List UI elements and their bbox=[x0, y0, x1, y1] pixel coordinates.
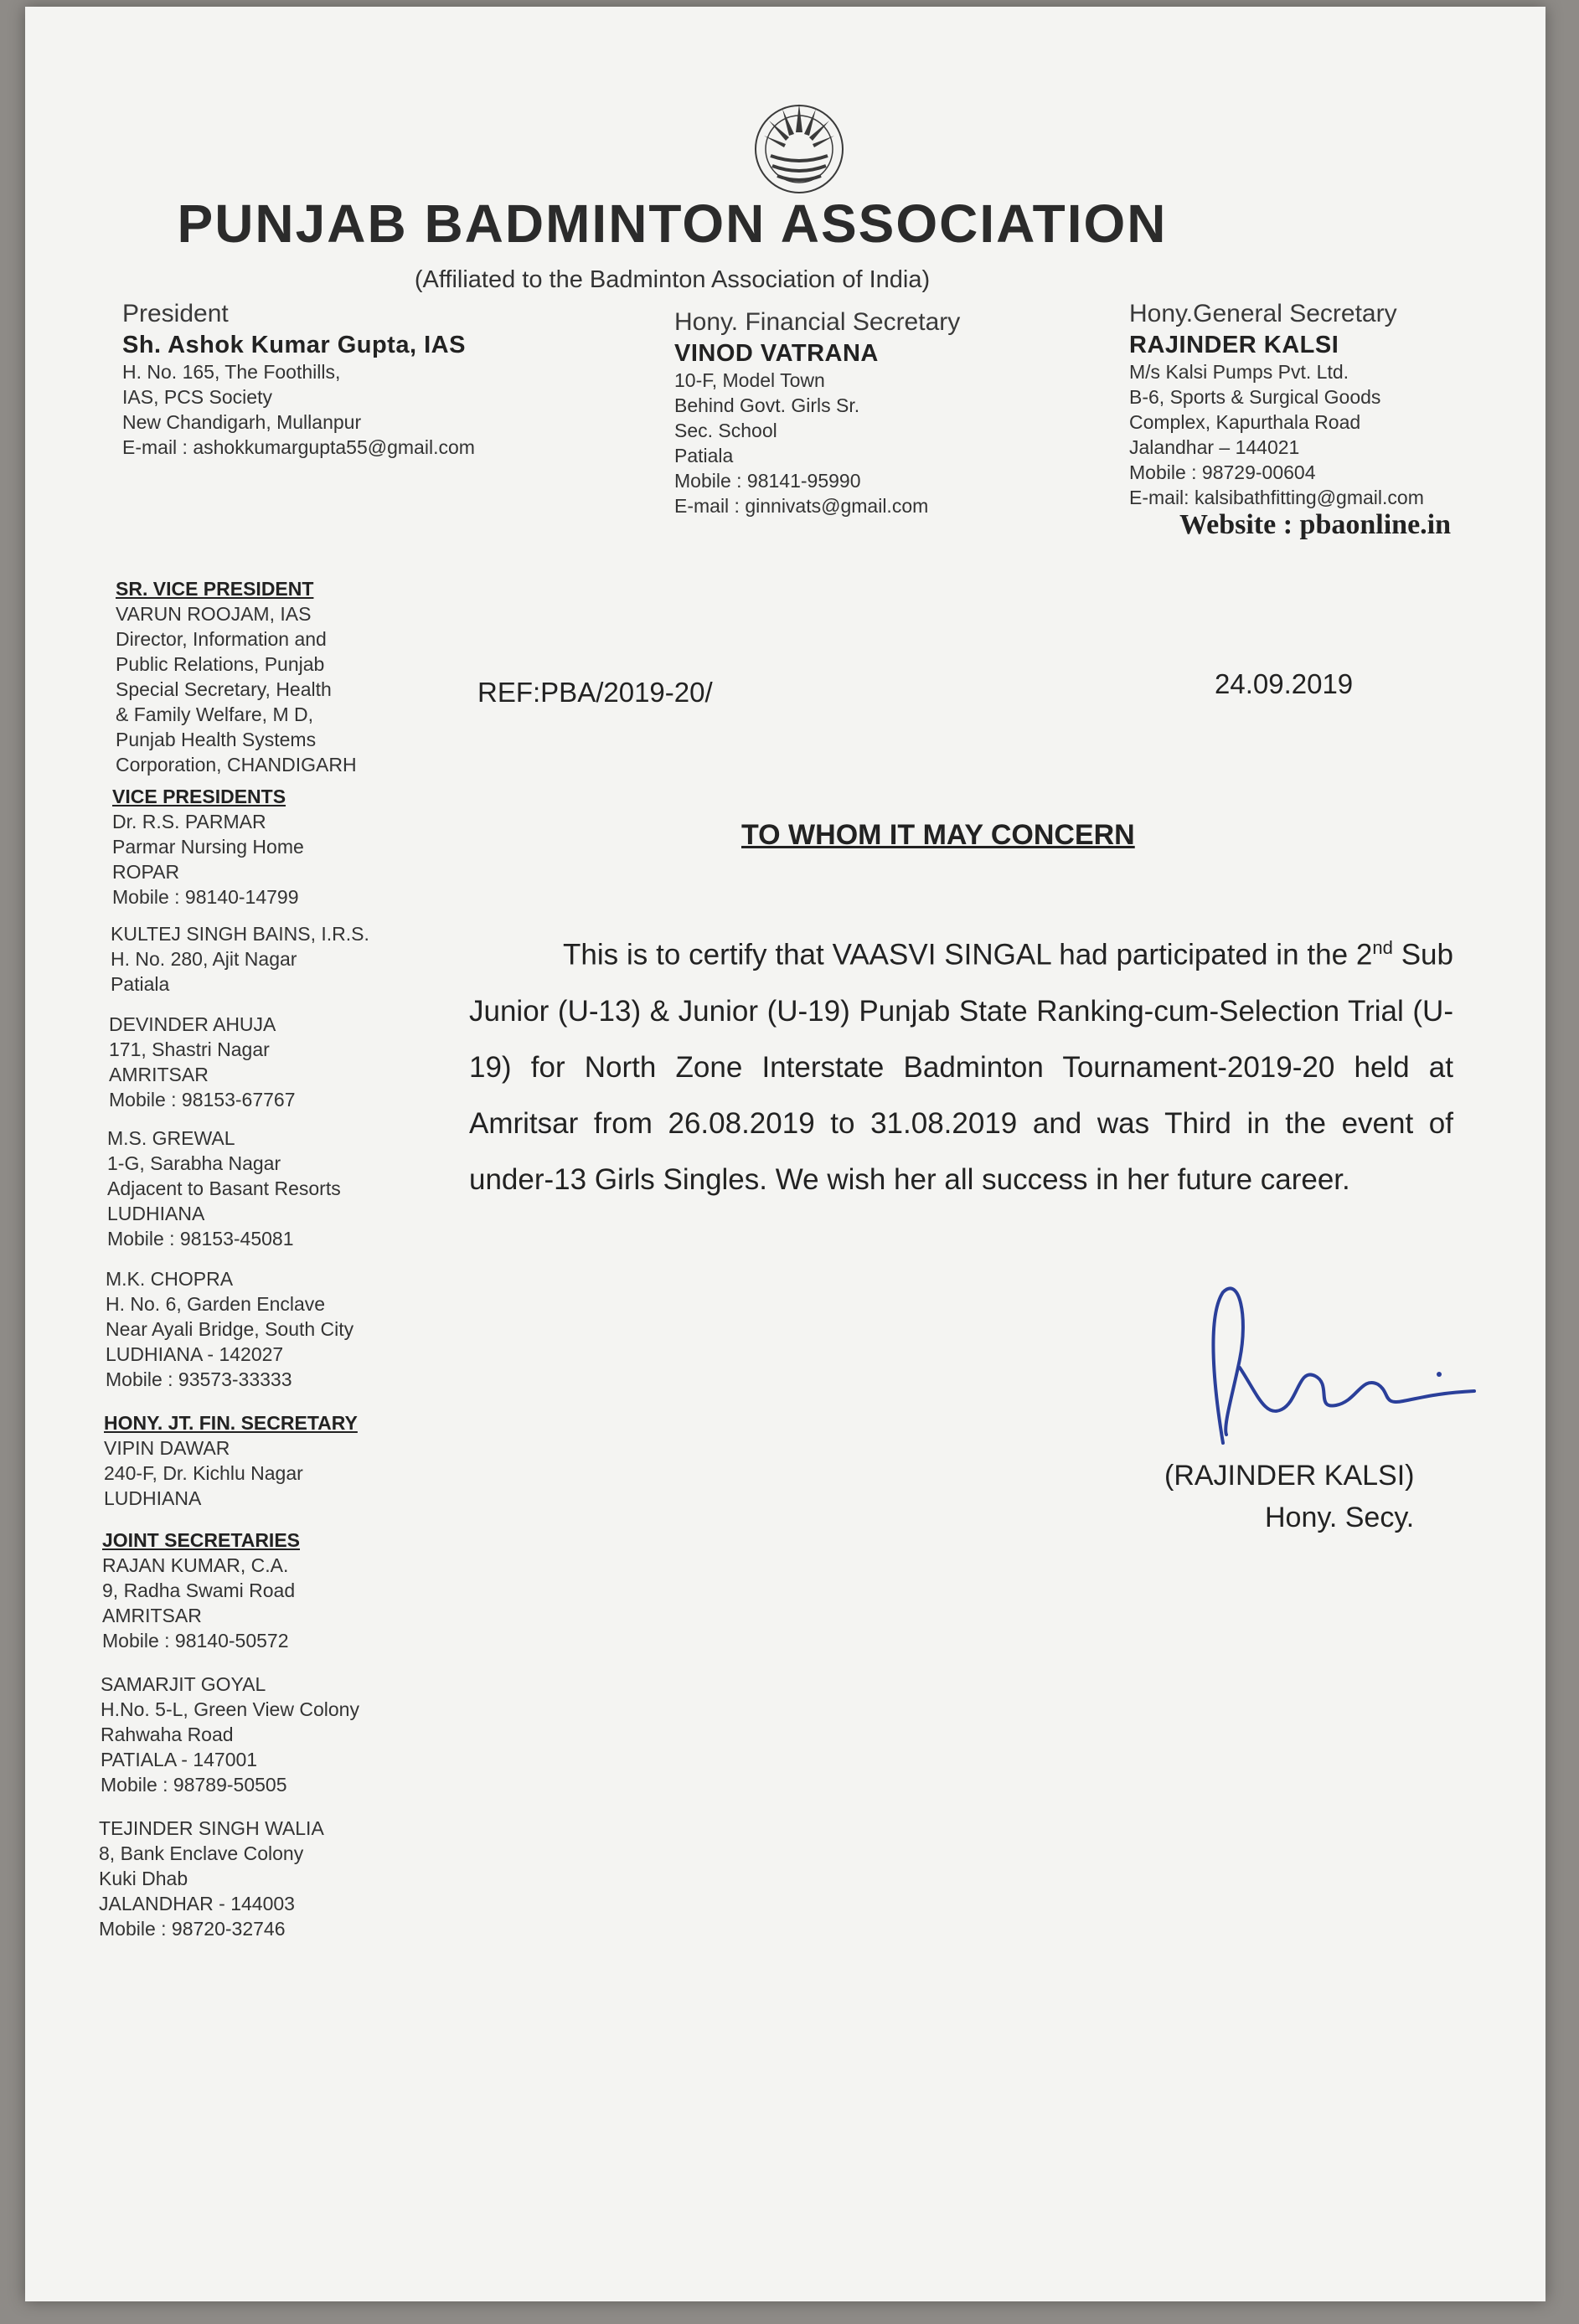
letter-sheet bbox=[25, 7, 1545, 2301]
officer-line: 10-F, Model Town bbox=[674, 369, 825, 391]
sidebar-heading: HONY. JT. FIN. SECRETARY bbox=[104, 1412, 358, 1434]
sidebar-line: H.No. 5-L, Green View Colony bbox=[101, 1698, 359, 1720]
association-subtitle: (Affiliated to the Badminton Association of India) bbox=[414, 266, 931, 293]
sidebar-member bbox=[107, 1126, 341, 1251]
sidebar-line: & Family Welfare, M D, bbox=[116, 703, 313, 725]
sidebar-line: Dr. R.S. PARMAR bbox=[112, 811, 266, 832]
sidebar-line: H. No. 280, Ajit Nagar bbox=[111, 948, 297, 970]
association-title: PUNJAB BADMINTON ASSOCIATION bbox=[177, 193, 1168, 254]
website-link[interactable]: Website : pbaonline.in bbox=[1179, 509, 1452, 540]
officer-email: E-mail : ginnivats@gmail.com bbox=[674, 495, 929, 517]
officer-line: B-6, Sports & Surgical Goods bbox=[1129, 386, 1381, 408]
officer-mobile: Mobile : 98729-00604 bbox=[1129, 461, 1316, 483]
officer-role: President bbox=[122, 300, 229, 327]
sidebar-line: Punjab Health Systems bbox=[116, 729, 317, 750]
officer-name: VINOD VATRANA bbox=[674, 340, 879, 367]
letter-heading: TO WHOM IT MAY CONCERN bbox=[741, 819, 1135, 851]
sidebar-joint-secretaries bbox=[102, 1528, 300, 1653]
sidebar-heading: VICE PRESIDENTS bbox=[112, 786, 286, 807]
sidebar-line: Parmar Nursing Home bbox=[112, 836, 304, 858]
sidebar-line: Mobile : 98720-32746 bbox=[99, 1918, 286, 1940]
sidebar-line: Corporation, CHANDIGARH bbox=[116, 754, 357, 776]
sidebar-line: AMRITSAR bbox=[109, 1064, 209, 1085]
officer-general-secretary bbox=[1129, 300, 1424, 510]
sidebar-line: JALANDHAR - 144003 bbox=[99, 1893, 295, 1914]
officer-financial-secretary bbox=[674, 308, 960, 518]
sidebar-line: SAMARJIT GOYAL bbox=[101, 1673, 266, 1695]
officer-name: Sh. Ashok Kumar Gupta, IAS bbox=[122, 332, 466, 358]
sidebar-member bbox=[106, 1266, 353, 1392]
officer-line: M/s Kalsi Pumps Pvt. Ltd. bbox=[1129, 361, 1349, 383]
sidebar-line: Special Secretary, Health bbox=[116, 678, 332, 700]
sidebar-line: Kuki Dhab bbox=[99, 1868, 188, 1889]
body-text: This is to certify that VAASVI SINGAL had participated in the 2 bbox=[563, 938, 1373, 971]
sidebar-line: LUDHIANA bbox=[104, 1487, 202, 1509]
sidebar-member bbox=[111, 921, 369, 997]
officer-email: E-mail: kalsibathfitting@gmail.com bbox=[1129, 487, 1424, 508]
officer-email: E-mail : ashokkumargupta55@gmail.com bbox=[122, 436, 475, 458]
sidebar-line: LUDHIANA bbox=[107, 1203, 205, 1224]
sidebar-line: Rahwaha Road bbox=[101, 1724, 234, 1745]
sidebar-line: Mobile : 98140-14799 bbox=[112, 886, 299, 908]
sidebar-line: 9, Radha Swami Road bbox=[102, 1579, 296, 1601]
sidebar-line: 1-G, Sarabha Nagar bbox=[107, 1152, 281, 1174]
signature-icon bbox=[1189, 1267, 1491, 1460]
letter-date: 24.09.2019 bbox=[1215, 668, 1354, 699]
sidebar-line: VIPIN DAWAR bbox=[104, 1437, 230, 1459]
officer-line: Sec. School bbox=[674, 420, 777, 441]
sidebar-line: DEVINDER AHUJA bbox=[109, 1013, 276, 1035]
sidebar-line: 171, Shastri Nagar bbox=[109, 1038, 270, 1060]
sidebar-line: RAJAN KUMAR, C.A. bbox=[102, 1554, 289, 1576]
officer-name: RAJINDER KALSI bbox=[1129, 332, 1339, 358]
letter-body bbox=[469, 920, 1453, 1208]
sidebar-line: Director, Information and bbox=[116, 628, 327, 650]
sidebar-line: M.S. GREWAL bbox=[107, 1127, 235, 1149]
sidebar-line: 8, Bank Enclave Colony bbox=[99, 1842, 304, 1864]
officer-role: Hony.General Secretary bbox=[1129, 300, 1397, 327]
sidebar-sr-vice-president bbox=[116, 576, 357, 777]
officer-line: Patiala bbox=[674, 445, 734, 466]
sidebar-member bbox=[101, 1672, 359, 1797]
officer-president bbox=[122, 300, 475, 460]
officer-line: IAS, PCS Society bbox=[122, 386, 272, 408]
sidebar-line: Adjacent to Basant Resorts bbox=[107, 1177, 341, 1199]
officer-line: Jalandhar – 144021 bbox=[1129, 436, 1300, 458]
sidebar-line: Near Ayali Bridge, South City bbox=[106, 1318, 354, 1340]
officer-line: Behind Govt. Girls Sr. bbox=[674, 394, 860, 416]
sidebar-line: AMRITSAR bbox=[102, 1605, 202, 1626]
sidebar-line: TEJINDER SINGH WALIA bbox=[99, 1817, 324, 1839]
sidebar-heading: SR. VICE PRESIDENT bbox=[116, 578, 314, 600]
sidebar-line: LUDHIANA - 142027 bbox=[106, 1343, 284, 1365]
sidebar-line: Public Relations, Punjab bbox=[116, 653, 325, 675]
sidebar-line: VARUN ROOJAM, IAS bbox=[116, 603, 312, 625]
sidebar-jt-fin-secretary bbox=[104, 1410, 358, 1511]
sidebar-line: KULTEJ SINGH BAINS, I.R.S. bbox=[111, 923, 369, 945]
sidebar-line: Mobile : 98140-50572 bbox=[102, 1630, 289, 1652]
body-text: Sub Junior (U-13) & Junior (U-19) Punjab State Ranking-cum-Selection Trial (U-19) for North Zone Interstate Badminton Tournament-2019-20 held at Amritsar from 26.08.2019 to 31.08.2019 and was Third in the event of under-13 Girls Singles. We wish her all success in her future career. bbox=[469, 938, 1453, 1196]
sidebar-line: 240-F, Dr. Kichlu Nagar bbox=[104, 1462, 303, 1484]
reference-number: REF:PBA/2019-20/ bbox=[477, 677, 713, 708]
sidebar-member bbox=[99, 1816, 324, 1941]
officer-line: New Chandigarh, Mullanpur bbox=[122, 411, 362, 433]
sidebar-line: Mobile : 98789-50505 bbox=[101, 1774, 287, 1796]
sidebar-line: ROPAR bbox=[112, 861, 180, 883]
sidebar-line: Mobile : 93573-33333 bbox=[106, 1368, 292, 1390]
signatory-title: Hony. Secy. bbox=[1265, 1502, 1415, 1533]
signatory-name: (RAJINDER KALSI) bbox=[1164, 1460, 1415, 1492]
officer-line: H. No. 165, The Foothills, bbox=[122, 361, 341, 383]
sidebar-line: H. No. 6, Garden Enclave bbox=[106, 1293, 326, 1315]
sidebar-line: Patiala bbox=[111, 973, 170, 995]
officer-role: Hony. Financial Secretary bbox=[674, 308, 961, 336]
sidebar-member bbox=[109, 1012, 296, 1112]
sidebar-line: PATIALA - 147001 bbox=[101, 1749, 258, 1770]
sidebar-line: Mobile : 98153-45081 bbox=[107, 1228, 294, 1250]
body-superscript: nd bbox=[1372, 937, 1393, 958]
officer-line: Complex, Kapurthala Road bbox=[1129, 411, 1361, 433]
association-logo-icon bbox=[742, 89, 856, 203]
sidebar-heading: JOINT SECRETARIES bbox=[102, 1529, 300, 1551]
sidebar-vice-presidents bbox=[112, 784, 304, 910]
sidebar-line: M.K. CHOPRA bbox=[106, 1268, 234, 1290]
sidebar-line: Mobile : 98153-67767 bbox=[109, 1089, 296, 1110]
officer-mobile: Mobile : 98141-95990 bbox=[674, 470, 861, 492]
